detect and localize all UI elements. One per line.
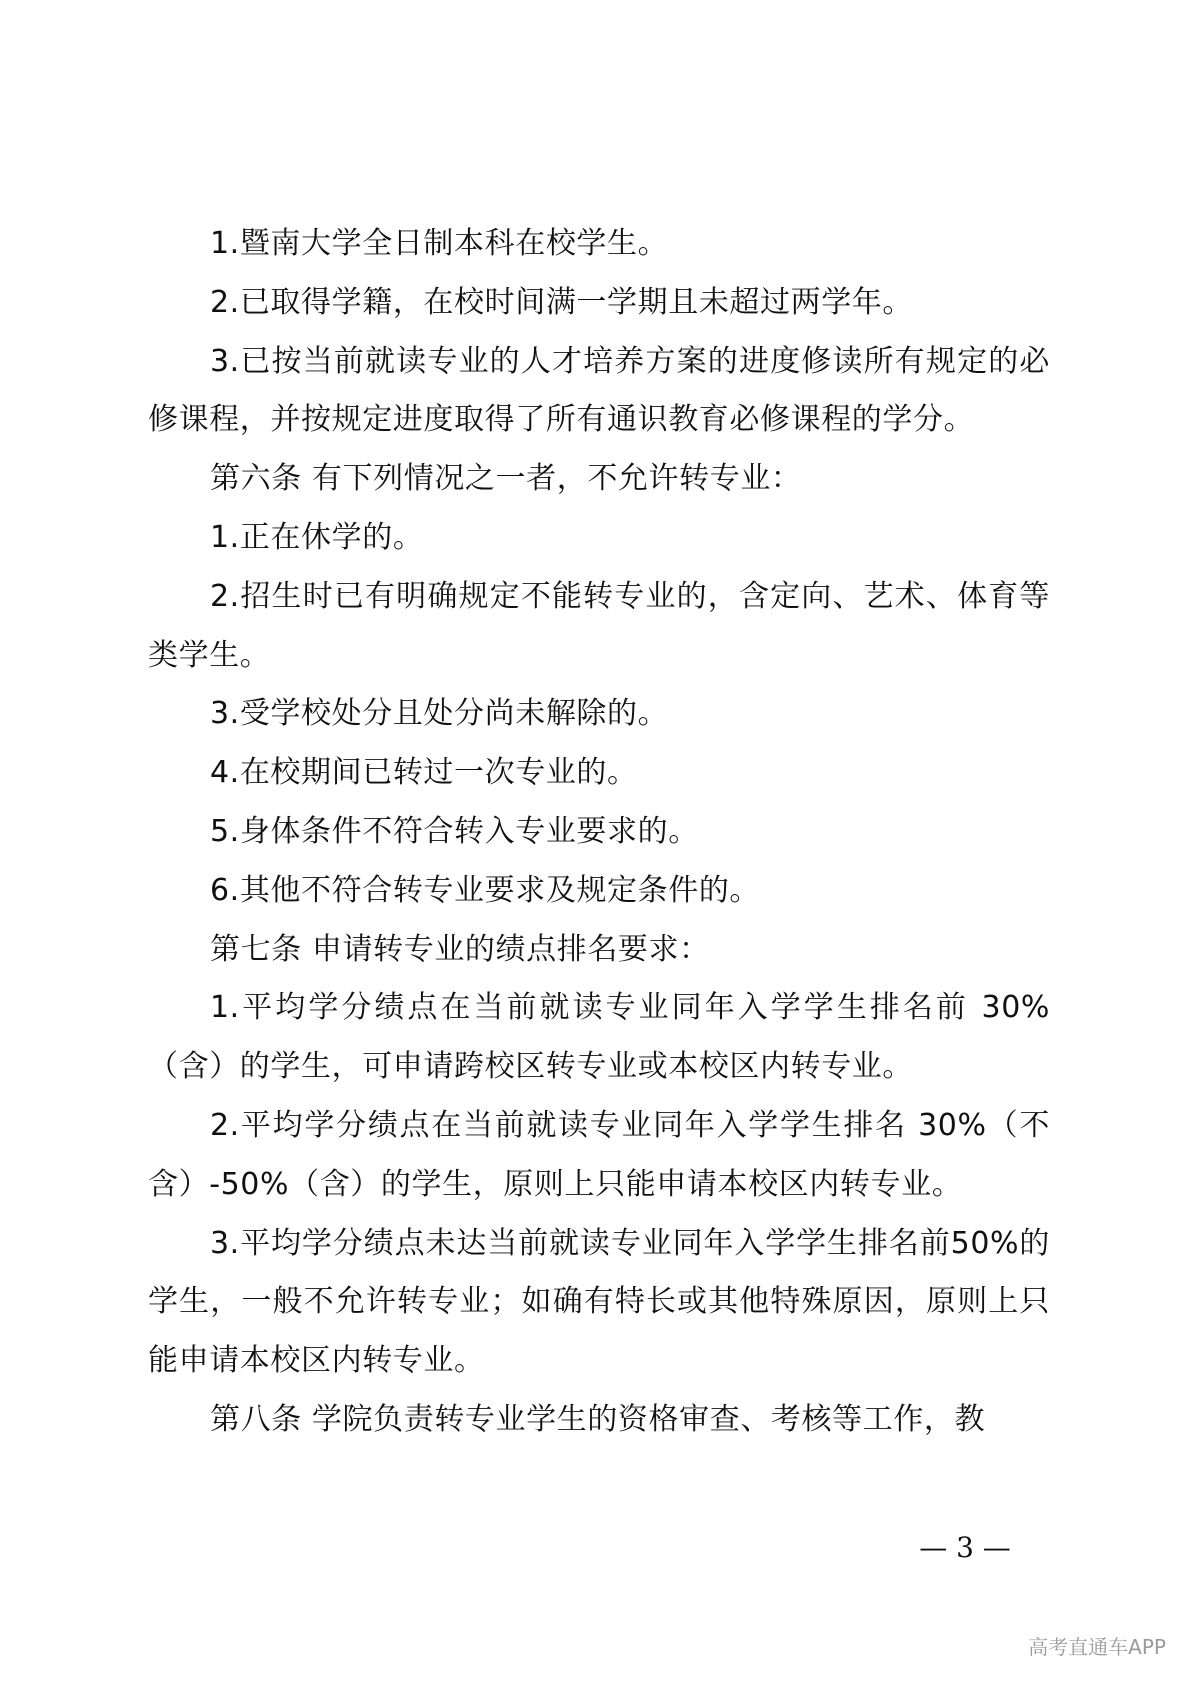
paragraph-13: 2.平均学分绩点在当前就读专业同年入学学生排名 30%（不含）-50%（含）的学生，原则上只能申请本校区内转专业。 (148, 1107, 1050, 1202)
paragraph-2: 2.已取得学籍，在校时间满一学期且未超过两学年。 (210, 284, 914, 320)
paragraph-6: 2.招生时已有明确规定不能转专业的，含定向、艺术、体育等类学生。 (148, 578, 1050, 673)
paragraph-5: 1.正在休学的。 (210, 519, 424, 555)
article-7-heading: 第七条 申请转专业的绩点排名要求： (210, 931, 710, 967)
paragraph-1: 1.暨南大学全日制本科在校学生。 (210, 226, 669, 261)
paragraph-3: 3.已按当前就读专业的人才培养方案的进度修读所有规定的必修课程，并按规定进度取得了所有通识教育必修课程的学分。 (148, 343, 1050, 438)
paragraph-14: 3.平均学分绩点未达当前就读专业同年入学学生排名前50%的学生，一般不允许转专业；如确有特长或其他特殊原因，原则上只能申请本校区内转专业。 (148, 1225, 1050, 1379)
paragraph-8: 4.在校期间已转过一次专业的。 (210, 755, 638, 791)
page-number: — 3 — (919, 1531, 1011, 1564)
paragraph-10: 6.其他不符合转专业要求及规定条件的。 (210, 872, 761, 908)
paragraph-9: 5.身体条件不符合转入专业要求的。 (210, 813, 699, 849)
paragraph-12: 1.平均学分绩点在当前就读专业同年入学学生排名前 30%（含）的学生，可申请跨校区转专业或本校区内转专业。 (148, 990, 1050, 1085)
article-8-heading: 第八条 学院负责转专业学生的资格审查、考核等工作，教 (210, 1401, 986, 1437)
paragraph-7: 3.受学校处分且处分尚未解除的。 (210, 696, 669, 732)
document-body (148, 215, 1050, 1450)
watermark-text: 高考直通车APP (1028, 1635, 1166, 1659)
article-6-heading: 第六条 有下列情况之一者，不允许转专业： (210, 461, 802, 497)
